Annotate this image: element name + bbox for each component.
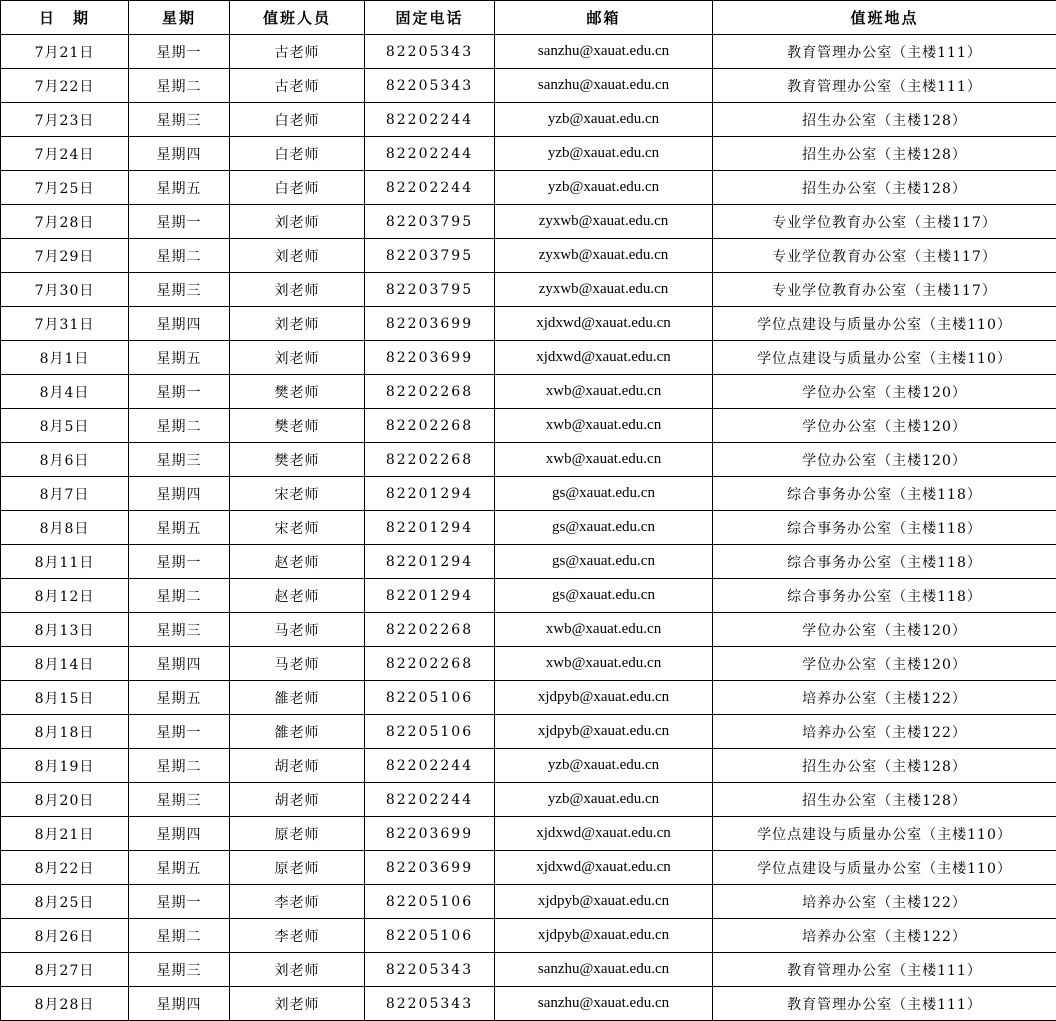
table-row — [1, 443, 1056, 477]
phone-cell: 82205343 — [365, 69, 495, 103]
schedule-body — [1, 35, 1056, 1021]
phone-cell: 82201294 — [365, 545, 495, 579]
weekday-cell: 星期一 — [129, 205, 230, 239]
staff-cell: 李老师 — [230, 885, 365, 919]
table-row — [1, 409, 1056, 443]
location-cell: 学位办公室（主楼120） — [713, 409, 1056, 443]
email-cell: zyxwb@xauat.edu.cn — [495, 239, 713, 273]
email-cell: xjdpyb@xauat.edu.cn — [495, 681, 713, 715]
staff-cell: 宋老师 — [230, 511, 365, 545]
weekday-cell: 星期二 — [129, 579, 230, 613]
staff-cell: 原老师 — [230, 851, 365, 885]
email-cell: xjdpyb@xauat.edu.cn — [495, 715, 713, 749]
phone-cell: 82203699 — [365, 307, 495, 341]
location-cell: 教育管理办公室（主楼111） — [713, 69, 1056, 103]
weekday-cell: 星期一 — [129, 715, 230, 749]
table-row — [1, 783, 1056, 817]
phone-cell: 82205106 — [365, 681, 495, 715]
location-cell: 培养办公室（主楼122） — [713, 715, 1056, 749]
phone-cell: 82203699 — [365, 851, 495, 885]
table-row — [1, 239, 1056, 273]
location-cell: 专业学位教育办公室（主楼117） — [713, 205, 1056, 239]
weekday-cell: 星期一 — [129, 375, 230, 409]
weekday-cell: 星期二 — [129, 409, 230, 443]
table-row — [1, 851, 1056, 885]
location-cell: 招生办公室（主楼128） — [713, 783, 1056, 817]
location-cell: 综合事务办公室（主楼118） — [713, 511, 1056, 545]
location-cell: 招生办公室（主楼128） — [713, 103, 1056, 137]
email-cell: gs@xauat.edu.cn — [495, 511, 713, 545]
staff-cell: 原老师 — [230, 817, 365, 851]
table-row — [1, 919, 1056, 953]
staff-cell: 刘老师 — [230, 953, 365, 987]
email-cell: yzb@xauat.edu.cn — [495, 783, 713, 817]
location-cell: 培养办公室（主楼122） — [713, 919, 1056, 953]
staff-cell: 白老师 — [230, 137, 365, 171]
date-cell: 8月12日 — [1, 579, 129, 613]
weekday-cell: 星期四 — [129, 647, 230, 681]
staff-cell: 樊老师 — [230, 443, 365, 477]
email-cell: zyxwb@xauat.edu.cn — [495, 205, 713, 239]
phone-cell: 82202244 — [365, 749, 495, 783]
header-date: 日 期 — [1, 1, 129, 35]
email-cell: sanzhu@xauat.edu.cn — [495, 953, 713, 987]
table-row — [1, 953, 1056, 987]
email-cell: xwb@xauat.edu.cn — [495, 613, 713, 647]
table-row — [1, 341, 1056, 375]
table-row — [1, 579, 1056, 613]
email-cell: gs@xauat.edu.cn — [495, 477, 713, 511]
date-cell: 7月29日 — [1, 239, 129, 273]
date-cell: 8月22日 — [1, 851, 129, 885]
email-cell: xwb@xauat.edu.cn — [495, 443, 713, 477]
location-cell: 学位点建设与质量办公室（主楼110） — [713, 341, 1056, 375]
phone-cell: 82202244 — [365, 103, 495, 137]
location-cell: 综合事务办公室（主楼118） — [713, 545, 1056, 579]
email-cell: zyxwb@xauat.edu.cn — [495, 273, 713, 307]
location-cell: 教育管理办公室（主楼111） — [713, 953, 1056, 987]
table-row — [1, 103, 1056, 137]
email-cell: xwb@xauat.edu.cn — [495, 375, 713, 409]
date-cell: 7月25日 — [1, 171, 129, 205]
date-cell: 8月1日 — [1, 341, 129, 375]
weekday-cell: 星期四 — [129, 477, 230, 511]
location-cell: 培养办公室（主楼122） — [713, 681, 1056, 715]
weekday-cell: 星期三 — [129, 273, 230, 307]
phone-cell: 82202244 — [365, 137, 495, 171]
email-cell: gs@xauat.edu.cn — [495, 545, 713, 579]
date-cell: 8月6日 — [1, 443, 129, 477]
weekday-cell: 星期四 — [129, 137, 230, 171]
weekday-cell: 星期三 — [129, 613, 230, 647]
table-row — [1, 613, 1056, 647]
email-cell: xjdxwd@xauat.edu.cn — [495, 307, 713, 341]
weekday-cell: 星期一 — [129, 35, 230, 69]
table-row — [1, 171, 1056, 205]
date-cell: 7月21日 — [1, 35, 129, 69]
staff-cell: 胡老师 — [230, 783, 365, 817]
date-cell: 8月5日 — [1, 409, 129, 443]
location-cell: 学位办公室（主楼120） — [713, 375, 1056, 409]
header-email: 邮箱 — [495, 1, 713, 35]
email-cell: yzb@xauat.edu.cn — [495, 749, 713, 783]
header-weekday: 星期 — [129, 1, 230, 35]
email-cell: xjdpyb@xauat.edu.cn — [495, 919, 713, 953]
staff-cell: 樊老师 — [230, 409, 365, 443]
phone-cell: 82202268 — [365, 443, 495, 477]
email-cell: yzb@xauat.edu.cn — [495, 137, 713, 171]
phone-cell: 82202268 — [365, 375, 495, 409]
date-cell: 8月14日 — [1, 647, 129, 681]
phone-cell: 82205106 — [365, 715, 495, 749]
email-cell: xjdxwd@xauat.edu.cn — [495, 851, 713, 885]
location-cell: 教育管理办公室（主楼111） — [713, 987, 1056, 1021]
weekday-cell: 星期五 — [129, 341, 230, 375]
staff-cell: 刘老师 — [230, 987, 365, 1021]
staff-cell: 刘老师 — [230, 341, 365, 375]
header-row — [1, 1, 1056, 35]
location-cell: 招生办公室（主楼128） — [713, 749, 1056, 783]
staff-cell: 白老师 — [230, 171, 365, 205]
phone-cell: 82203795 — [365, 239, 495, 273]
phone-cell: 82201294 — [365, 477, 495, 511]
phone-cell: 82202268 — [365, 647, 495, 681]
weekday-cell: 星期五 — [129, 171, 230, 205]
weekday-cell: 星期五 — [129, 681, 230, 715]
phone-cell: 82203795 — [365, 205, 495, 239]
email-cell: gs@xauat.edu.cn — [495, 579, 713, 613]
date-cell: 8月19日 — [1, 749, 129, 783]
phone-cell: 82203795 — [365, 273, 495, 307]
location-cell: 专业学位教育办公室（主楼117） — [713, 239, 1056, 273]
date-cell: 8月4日 — [1, 375, 129, 409]
table-row — [1, 137, 1056, 171]
staff-cell: 古老师 — [230, 35, 365, 69]
table-row — [1, 817, 1056, 851]
weekday-cell: 星期三 — [129, 103, 230, 137]
staff-cell: 古老师 — [230, 69, 365, 103]
email-cell: sanzhu@xauat.edu.cn — [495, 987, 713, 1021]
staff-cell: 胡老师 — [230, 749, 365, 783]
weekday-cell: 星期二 — [129, 919, 230, 953]
phone-cell: 82205343 — [365, 35, 495, 69]
phone-cell: 82202244 — [365, 171, 495, 205]
date-cell: 8月26日 — [1, 919, 129, 953]
staff-cell: 樊老师 — [230, 375, 365, 409]
phone-cell: 82203699 — [365, 341, 495, 375]
date-cell: 8月8日 — [1, 511, 129, 545]
table-row — [1, 545, 1056, 579]
location-cell: 学位点建设与质量办公室（主楼110） — [713, 817, 1056, 851]
phone-cell: 82202268 — [365, 613, 495, 647]
location-cell: 招生办公室（主楼128） — [713, 137, 1056, 171]
phone-cell: 82205343 — [365, 987, 495, 1021]
location-cell: 学位办公室（主楼120） — [713, 613, 1056, 647]
staff-cell: 雒老师 — [230, 681, 365, 715]
date-cell: 8月11日 — [1, 545, 129, 579]
weekday-cell: 星期三 — [129, 443, 230, 477]
email-cell: xwb@xauat.edu.cn — [495, 647, 713, 681]
phone-cell: 82205106 — [365, 885, 495, 919]
date-cell: 8月18日 — [1, 715, 129, 749]
date-cell: 7月30日 — [1, 273, 129, 307]
date-cell: 8月20日 — [1, 783, 129, 817]
weekday-cell: 星期二 — [129, 749, 230, 783]
weekday-cell: 星期四 — [129, 817, 230, 851]
location-cell: 学位点建设与质量办公室（主楼110） — [713, 851, 1056, 885]
location-cell: 学位点建设与质量办公室（主楼110） — [713, 307, 1056, 341]
location-cell: 专业学位教育办公室（主楼117） — [713, 273, 1056, 307]
email-cell: yzb@xauat.edu.cn — [495, 103, 713, 137]
location-cell: 学位办公室（主楼120） — [713, 443, 1056, 477]
staff-cell: 刘老师 — [230, 239, 365, 273]
table-row — [1, 885, 1056, 919]
date-cell: 8月27日 — [1, 953, 129, 987]
date-cell: 8月7日 — [1, 477, 129, 511]
email-cell: sanzhu@xauat.edu.cn — [495, 35, 713, 69]
date-cell: 8月28日 — [1, 987, 129, 1021]
date-cell: 7月23日 — [1, 103, 129, 137]
table-row — [1, 749, 1056, 783]
weekday-cell: 星期一 — [129, 545, 230, 579]
date-cell: 8月21日 — [1, 817, 129, 851]
staff-cell: 赵老师 — [230, 579, 365, 613]
phone-cell: 82203699 — [365, 817, 495, 851]
location-cell: 综合事务办公室（主楼118） — [713, 579, 1056, 613]
date-cell: 7月31日 — [1, 307, 129, 341]
location-cell: 教育管理办公室（主楼111） — [713, 35, 1056, 69]
staff-cell: 刘老师 — [230, 205, 365, 239]
date-cell: 8月13日 — [1, 613, 129, 647]
table-row — [1, 715, 1056, 749]
table-row — [1, 477, 1056, 511]
weekday-cell: 星期三 — [129, 783, 230, 817]
location-cell: 培养办公室（主楼122） — [713, 885, 1056, 919]
weekday-cell: 星期四 — [129, 307, 230, 341]
email-cell: yzb@xauat.edu.cn — [495, 171, 713, 205]
location-cell: 招生办公室（主楼128） — [713, 171, 1056, 205]
email-cell: sanzhu@xauat.edu.cn — [495, 69, 713, 103]
phone-cell: 82205106 — [365, 919, 495, 953]
staff-cell: 马老师 — [230, 613, 365, 647]
staff-cell: 刘老师 — [230, 273, 365, 307]
date-cell: 7月28日 — [1, 205, 129, 239]
date-cell: 7月24日 — [1, 137, 129, 171]
table-row — [1, 35, 1056, 69]
phone-cell: 82202268 — [365, 409, 495, 443]
table-row — [1, 205, 1056, 239]
email-cell: xwb@xauat.edu.cn — [495, 409, 713, 443]
phone-cell: 82201294 — [365, 511, 495, 545]
weekday-cell: 星期五 — [129, 511, 230, 545]
date-cell: 8月15日 — [1, 681, 129, 715]
weekday-cell: 星期三 — [129, 953, 230, 987]
staff-cell: 白老师 — [230, 103, 365, 137]
location-cell: 综合事务办公室（主楼118） — [713, 477, 1056, 511]
table-row — [1, 69, 1056, 103]
staff-cell: 宋老师 — [230, 477, 365, 511]
table-row — [1, 511, 1056, 545]
staff-cell: 刘老师 — [230, 307, 365, 341]
weekday-cell: 星期一 — [129, 885, 230, 919]
table-row — [1, 375, 1056, 409]
email-cell: xjdpyb@xauat.edu.cn — [495, 885, 713, 919]
staff-cell: 雒老师 — [230, 715, 365, 749]
phone-cell: 82205343 — [365, 953, 495, 987]
staff-cell: 李老师 — [230, 919, 365, 953]
header-staff: 值班人员 — [230, 1, 365, 35]
email-cell: xjdxwd@xauat.edu.cn — [495, 817, 713, 851]
header-location: 值班地点 — [713, 1, 1056, 35]
table-row — [1, 307, 1056, 341]
email-cell: xjdxwd@xauat.edu.cn — [495, 341, 713, 375]
weekday-cell: 星期五 — [129, 851, 230, 885]
weekday-cell: 星期二 — [129, 239, 230, 273]
phone-cell: 82202244 — [365, 783, 495, 817]
weekday-cell: 星期二 — [129, 69, 230, 103]
table-row — [1, 273, 1056, 307]
staff-cell: 马老师 — [230, 647, 365, 681]
date-cell: 7月22日 — [1, 69, 129, 103]
table-row — [1, 987, 1056, 1021]
table-row — [1, 681, 1056, 715]
date-cell: 8月25日 — [1, 885, 129, 919]
staff-cell: 赵老师 — [230, 545, 365, 579]
weekday-cell: 星期四 — [129, 987, 230, 1021]
header-phone: 固定电话 — [365, 1, 495, 35]
phone-cell: 82201294 — [365, 579, 495, 613]
location-cell: 学位办公室（主楼120） — [713, 647, 1056, 681]
table-row — [1, 647, 1056, 681]
